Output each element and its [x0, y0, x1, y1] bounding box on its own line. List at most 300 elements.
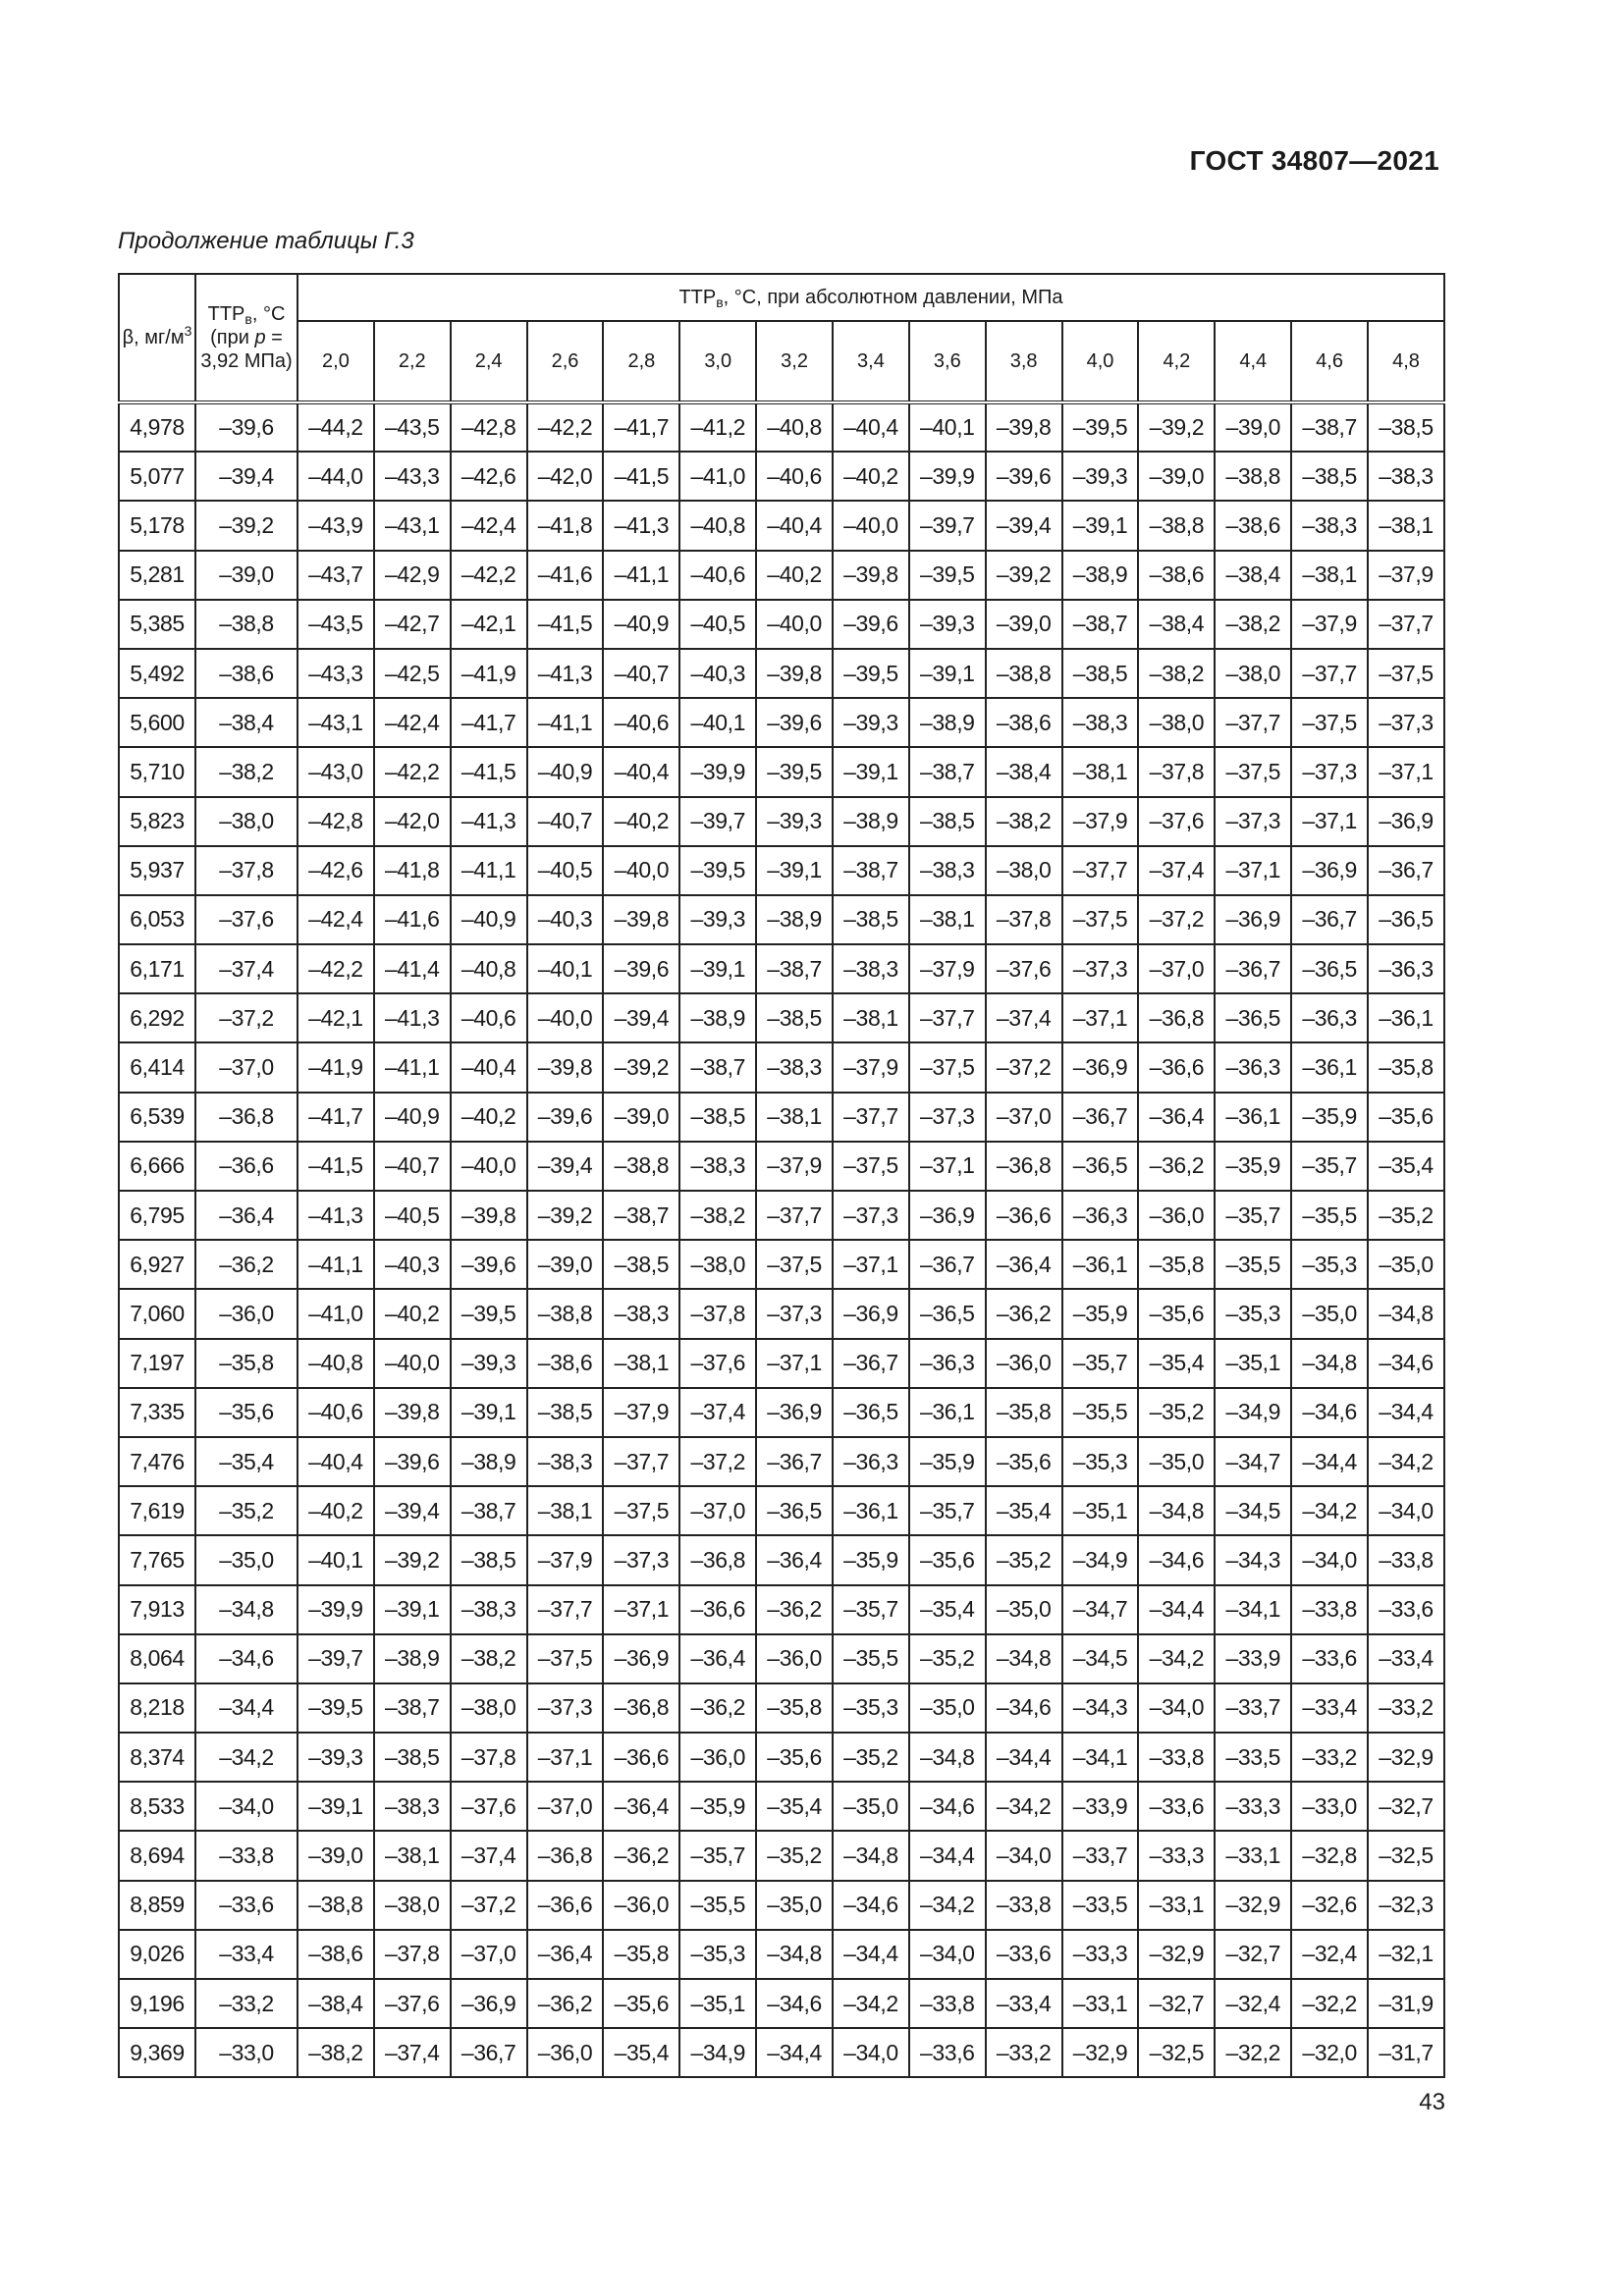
cell-value: –42,2	[298, 944, 374, 993]
cell-value: –37,7	[756, 1191, 833, 1240]
cell-value: –42,8	[451, 402, 527, 452]
cell-value: –37,2	[679, 1437, 756, 1486]
cell-beta: 5,710	[119, 747, 195, 796]
cell-value: –35,1	[1062, 1486, 1139, 1535]
table-row	[119, 1093, 1444, 1142]
cell-value: –33,1	[1138, 1881, 1215, 1930]
cell-ttp-392: –33,0	[195, 2028, 298, 2077]
cell-value: –36,1	[1215, 1093, 1291, 1142]
cell-value: –40,9	[374, 1093, 451, 1142]
cell-value: –36,4	[756, 1535, 833, 1584]
header-pressure: 4,2	[1138, 321, 1215, 402]
cell-value: –38,3	[1291, 501, 1368, 550]
table-row	[119, 1831, 1444, 1880]
cell-value: –36,8	[679, 1535, 756, 1584]
cell-value: –35,2	[756, 1831, 833, 1880]
cell-value: –40,2	[833, 452, 909, 501]
cell-value: –43,9	[298, 501, 374, 550]
header-pressure: 3,0	[679, 321, 756, 402]
cell-value: –34,6	[1368, 1339, 1444, 1388]
cell-value: –38,8	[1215, 452, 1291, 501]
cell-value: –38,5	[756, 993, 833, 1042]
cell-ttp-392: –33,4	[195, 1930, 298, 1979]
header-pressure: 3,2	[756, 321, 833, 402]
table-row	[119, 1388, 1444, 1437]
cell-value: –36,9	[909, 1191, 986, 1240]
cell-value: –39,0	[527, 1240, 604, 1289]
cell-value: –33,8	[1368, 1535, 1444, 1584]
cell-value: –40,0	[833, 501, 909, 550]
cell-value: –36,6	[527, 1881, 604, 1930]
header-pressure: 2,6	[527, 321, 604, 402]
cell-value: –38,3	[527, 1437, 604, 1486]
table-row	[119, 895, 1444, 944]
cell-value: –38,1	[756, 1093, 833, 1142]
cell-value: –36,9	[1062, 1042, 1139, 1092]
cell-value: –39,1	[298, 1782, 374, 1831]
cell-value: –37,3	[1368, 698, 1444, 747]
cell-beta: 6,927	[119, 1240, 195, 1289]
cell-value: –32,6	[1291, 1881, 1368, 1930]
cell-value: –37,0	[527, 1782, 604, 1831]
cell-beta: 7,913	[119, 1585, 195, 1634]
cell-beta: 5,823	[119, 797, 195, 846]
cell-value: –35,5	[1291, 1191, 1368, 1240]
table-row	[119, 1881, 1444, 1930]
cell-value: –38,7	[833, 846, 909, 895]
cell-value: –32,5	[1368, 1831, 1444, 1880]
cell-value: –36,0	[679, 1733, 756, 1782]
cell-value: –35,9	[1291, 1093, 1368, 1142]
cell-value: –37,0	[679, 1486, 756, 1535]
header-pressure: 4,0	[1062, 321, 1139, 402]
cell-value: –38,0	[451, 1683, 527, 1733]
cell-value: –38,0	[1138, 698, 1215, 747]
cell-ttp-392: –33,8	[195, 1831, 298, 1880]
cell-value: –37,4	[451, 1831, 527, 1880]
cell-value: –37,7	[833, 1093, 909, 1142]
cell-value: –36,9	[1368, 797, 1444, 846]
cell-beta: 7,476	[119, 1437, 195, 1486]
cell-value: –41,6	[374, 895, 451, 944]
cell-value: –38,3	[603, 1289, 679, 1338]
cell-value: –35,6	[909, 1535, 986, 1584]
cell-value: –39,4	[603, 993, 679, 1042]
table-row	[119, 1683, 1444, 1733]
cell-value: –33,2	[986, 2028, 1062, 2077]
table-row	[119, 1782, 1444, 1831]
cell-value: –36,7	[1215, 944, 1291, 993]
cell-value: –35,5	[1215, 1240, 1291, 1289]
cell-value: –37,4	[986, 993, 1062, 1042]
cell-value: –35,8	[986, 1388, 1062, 1437]
cell-value: –33,2	[1368, 1683, 1444, 1733]
cell-value: –38,5	[679, 1093, 756, 1142]
cell-value: –39,1	[679, 944, 756, 993]
cell-value: –37,2	[986, 1042, 1062, 1092]
table-row	[119, 1240, 1444, 1289]
cell-value: –33,8	[1291, 1585, 1368, 1634]
cell-value: –39,1	[1062, 501, 1139, 550]
cell-value: –39,0	[1138, 452, 1215, 501]
cell-value: –39,5	[679, 846, 756, 895]
cell-value: –35,7	[1291, 1142, 1368, 1191]
cell-value: –41,3	[603, 501, 679, 550]
cell-value: –41,8	[374, 846, 451, 895]
cell-value: –38,6	[986, 698, 1062, 747]
cell-value: –37,8	[986, 895, 1062, 944]
cell-value: –36,4	[679, 1634, 756, 1683]
cell-value: –44,0	[298, 452, 374, 501]
header-pressure: 2,8	[603, 321, 679, 402]
cell-value: –38,2	[679, 1191, 756, 1240]
cell-value: –38,3	[909, 846, 986, 895]
cell-value: –37,6	[986, 944, 1062, 993]
cell-value: –40,7	[374, 1142, 451, 1191]
cell-value: –42,8	[298, 797, 374, 846]
cell-beta: 7,765	[119, 1535, 195, 1584]
table-row	[119, 1191, 1444, 1240]
cell-value: –33,2	[1291, 1733, 1368, 1782]
cell-value: –32,1	[1368, 1930, 1444, 1979]
cell-value: –42,7	[374, 600, 451, 649]
cell-value: –33,1	[1062, 1979, 1139, 2028]
cell-value: –41,3	[374, 993, 451, 1042]
cell-value: –38,7	[1062, 600, 1139, 649]
cell-value: –35,1	[1215, 1339, 1291, 1388]
cell-value: –37,3	[603, 1535, 679, 1584]
cell-value: –37,1	[603, 1585, 679, 1634]
cell-value: –40,0	[374, 1339, 451, 1388]
cell-value: –36,6	[679, 1585, 756, 1634]
cell-value: –35,0	[756, 1881, 833, 1930]
cell-value: –34,2	[986, 1782, 1062, 1831]
cell-value: –36,7	[833, 1339, 909, 1388]
cell-value: –34,4	[1368, 1388, 1444, 1437]
cell-value: –39,4	[527, 1142, 604, 1191]
cell-value: –39,7	[298, 1634, 374, 1683]
cell-value: –35,6	[603, 1979, 679, 2028]
table-row	[119, 452, 1444, 501]
cell-value: –34,2	[1138, 1634, 1215, 1683]
cell-value: –37,4	[679, 1388, 756, 1437]
cell-value: –38,1	[1368, 501, 1444, 550]
cell-value: –39,5	[756, 747, 833, 796]
cell-value: –35,9	[1215, 1142, 1291, 1191]
cell-ttp-392: –38,0	[195, 797, 298, 846]
cell-value: –38,9	[756, 895, 833, 944]
cell-value: –37,3	[527, 1683, 604, 1733]
cell-value: –39,3	[833, 698, 909, 747]
cell-value: –40,0	[527, 993, 604, 1042]
cell-beta: 6,292	[119, 993, 195, 1042]
cell-value: –35,6	[986, 1437, 1062, 1486]
cell-value: –37,1	[909, 1142, 986, 1191]
cell-value: –38,0	[1215, 649, 1291, 698]
cell-value: –32,5	[1138, 2028, 1215, 2077]
cell-value: –40,1	[679, 698, 756, 747]
cell-value: –36,3	[909, 1339, 986, 1388]
cell-value: –37,7	[527, 1585, 604, 1634]
cell-value: –34,6	[833, 1881, 909, 1930]
cell-ttp-392: –38,6	[195, 649, 298, 698]
cell-value: –38,7	[909, 747, 986, 796]
cell-ttp-392: –36,2	[195, 1240, 298, 1289]
cell-value: –34,4	[1138, 1585, 1215, 1634]
cell-beta: 4,978	[119, 402, 195, 452]
cell-value: –38,8	[1138, 501, 1215, 550]
cell-value: –37,1	[756, 1339, 833, 1388]
cell-value: –36,5	[1062, 1142, 1139, 1191]
cell-value: –37,2	[1138, 895, 1215, 944]
table-row	[119, 1634, 1444, 1683]
cell-value: –38,4	[298, 1979, 374, 2028]
cell-value: –40,4	[451, 1042, 527, 1092]
cell-value: –40,0	[603, 846, 679, 895]
cell-value: –36,9	[1291, 846, 1368, 895]
cell-value: –39,1	[374, 1585, 451, 1634]
cell-value: –40,2	[451, 1093, 527, 1142]
cell-value: –38,4	[1215, 551, 1291, 600]
cell-value: –39,1	[756, 846, 833, 895]
cell-value: –34,6	[756, 1979, 833, 2028]
cell-value: –39,0	[603, 1093, 679, 1142]
cell-value: –42,1	[451, 600, 527, 649]
cell-ttp-392: –35,6	[195, 1388, 298, 1437]
cell-value: –37,1	[1062, 993, 1139, 1042]
cell-value: –39,6	[756, 698, 833, 747]
cell-value: –35,5	[1062, 1388, 1139, 1437]
cell-value: –40,9	[527, 747, 604, 796]
cell-value: –37,9	[1062, 797, 1139, 846]
cell-ttp-392: –33,6	[195, 1881, 298, 1930]
cell-value: –37,5	[1291, 698, 1368, 747]
cell-value: –36,3	[1062, 1191, 1139, 1240]
table-row	[119, 846, 1444, 895]
cell-ttp-392: –37,4	[195, 944, 298, 993]
cell-value: –39,2	[986, 551, 1062, 600]
cell-value: –38,0	[679, 1240, 756, 1289]
cell-value: –39,1	[833, 747, 909, 796]
cell-value: –43,5	[374, 402, 451, 452]
cell-value: –38,7	[1291, 402, 1368, 452]
cell-value: –37,3	[833, 1191, 909, 1240]
cell-value: –34,4	[1291, 1437, 1368, 1486]
cell-value: –32,9	[1138, 1930, 1215, 1979]
cell-value: –39,2	[527, 1191, 604, 1240]
cell-value: –38,1	[374, 1831, 451, 1880]
cell-value: –38,1	[527, 1486, 604, 1535]
cell-beta: 8,374	[119, 1733, 195, 1782]
cell-value: –37,9	[833, 1042, 909, 1092]
cell-value: –40,1	[909, 402, 986, 452]
cell-value: –39,9	[298, 1585, 374, 1634]
cell-value: –33,7	[1062, 1831, 1139, 1880]
cell-value: –40,2	[374, 1289, 451, 1338]
cell-value: –38,6	[527, 1339, 604, 1388]
cell-value: –39,8	[527, 1042, 604, 1092]
cell-value: –33,8	[986, 1881, 1062, 1930]
table-row	[119, 1042, 1444, 1092]
cell-value: –34,2	[1368, 1437, 1444, 1486]
cell-value: –34,8	[1291, 1339, 1368, 1388]
cell-value: –37,3	[756, 1289, 833, 1338]
cell-value: –33,5	[1062, 1881, 1139, 1930]
cell-value: –38,2	[1138, 649, 1215, 698]
cell-value: –35,4	[756, 1782, 833, 1831]
cell-ttp-392: –39,2	[195, 501, 298, 550]
cell-ttp-392: –34,0	[195, 1782, 298, 1831]
cell-value: –38,3	[756, 1042, 833, 1092]
cell-beta: 8,533	[119, 1782, 195, 1831]
cell-value: –35,5	[833, 1634, 909, 1683]
cell-value: –36,1	[909, 1388, 986, 1437]
cell-value: –33,5	[1215, 1733, 1291, 1782]
cell-ttp-392: –36,4	[195, 1191, 298, 1240]
cell-value: –36,1	[1368, 993, 1444, 1042]
cell-value: –35,3	[833, 1683, 909, 1733]
cell-value: –32,9	[1062, 2028, 1139, 2077]
cell-value: –38,5	[1291, 452, 1368, 501]
cell-value: –43,3	[374, 452, 451, 501]
page-number: 43	[1419, 2089, 1445, 2115]
cell-value: –39,8	[603, 895, 679, 944]
cell-value: –41,2	[679, 402, 756, 452]
table-row	[119, 600, 1444, 649]
cell-value: –39,9	[909, 452, 986, 501]
cell-value: –37,1	[1368, 747, 1444, 796]
cell-value: –36,8	[603, 1683, 679, 1733]
cell-value: –37,1	[527, 1733, 604, 1782]
cell-value: –40,7	[603, 649, 679, 698]
table-row	[119, 993, 1444, 1042]
cell-value: –37,2	[451, 1881, 527, 1930]
cell-value: –32,8	[1291, 1831, 1368, 1880]
cell-ttp-392: –36,8	[195, 1093, 298, 1142]
cell-value: –35,5	[679, 1881, 756, 1930]
cell-value: –39,5	[298, 1683, 374, 1733]
cell-value: –40,5	[527, 846, 604, 895]
cell-ttp-392: –36,0	[195, 1289, 298, 1338]
table-row	[119, 1733, 1444, 1782]
cell-beta: 7,197	[119, 1339, 195, 1388]
cell-value: –38,3	[374, 1782, 451, 1831]
cell-value: –38,1	[1291, 551, 1368, 600]
cell-value: –35,0	[1368, 1240, 1444, 1289]
cell-value: –39,6	[374, 1437, 451, 1486]
cell-value: –34,8	[909, 1733, 986, 1782]
cell-value: –41,3	[298, 1191, 374, 1240]
cell-value: –35,0	[1291, 1289, 1368, 1338]
cell-value: –36,6	[603, 1733, 679, 1782]
cell-value: –39,5	[909, 551, 986, 600]
cell-value: –35,3	[1291, 1240, 1368, 1289]
cell-value: –32,2	[1291, 1979, 1368, 2028]
cell-value: –40,7	[527, 797, 604, 846]
cell-value: –34,0	[1291, 1535, 1368, 1584]
cell-value: –36,3	[1291, 993, 1368, 1042]
cell-value: –36,0	[1138, 1191, 1215, 1240]
cell-value: –37,9	[1368, 551, 1444, 600]
cell-value: –38,5	[451, 1535, 527, 1584]
cell-value: –35,0	[986, 1585, 1062, 1634]
cell-value: –40,2	[298, 1486, 374, 1535]
table-row	[119, 698, 1444, 747]
cell-value: –33,6	[986, 1930, 1062, 1979]
header-pressure-group: $ТТР_в$, °С, при абсолютном давлении, МПа	[298, 274, 1444, 321]
cell-value: –37,7	[1062, 846, 1139, 895]
cell-value: –33,8	[909, 1979, 986, 2028]
table-row	[119, 2028, 1444, 2077]
cell-ttp-392: –36,6	[195, 1142, 298, 1191]
header-pressure: 4,6	[1291, 321, 1368, 402]
cell-value: –39,3	[298, 1733, 374, 1782]
cell-value: –35,4	[603, 2028, 679, 2077]
cell-ttp-392: –35,8	[195, 1339, 298, 1388]
cell-beta: 5,937	[119, 846, 195, 895]
cell-value: –36,0	[603, 1881, 679, 1930]
cell-value: –37,3	[1215, 797, 1291, 846]
header-pressure: 3,6	[909, 321, 986, 402]
cell-value: –33,6	[1138, 1782, 1215, 1831]
cell-value: –39,7	[909, 501, 986, 550]
document-code: ГОСТ 34807—2021	[1189, 145, 1439, 176]
cell-value: –36,4	[1138, 1093, 1215, 1142]
cell-value: –35,2	[1138, 1388, 1215, 1437]
cell-beta: 5,281	[119, 551, 195, 600]
cell-value: –34,7	[1062, 1585, 1139, 1634]
cell-value: –36,5	[1215, 993, 1291, 1042]
cell-value: –36,3	[1215, 1042, 1291, 1092]
cell-value: –36,2	[527, 1979, 604, 2028]
cell-value: –40,4	[603, 747, 679, 796]
cell-value: –37,5	[756, 1240, 833, 1289]
cell-value: –37,9	[756, 1142, 833, 1191]
cell-beta: 6,666	[119, 1142, 195, 1191]
cell-value: –38,1	[833, 993, 909, 1042]
cell-value: –33,9	[1215, 1634, 1291, 1683]
cell-beta: 6,795	[119, 1191, 195, 1240]
cell-value: –35,4	[1138, 1339, 1215, 1388]
cell-value: –40,3	[527, 895, 604, 944]
cell-value: –39,6	[833, 600, 909, 649]
cell-value: –37,9	[1291, 600, 1368, 649]
cell-value: –35,4	[1368, 1142, 1444, 1191]
table-row	[119, 501, 1444, 550]
table-row	[119, 1486, 1444, 1535]
cell-value: –36,1	[833, 1486, 909, 1535]
cell-value: –37,0	[1138, 944, 1215, 993]
cell-value: –39,0	[298, 1831, 374, 1880]
cell-value: –32,9	[1215, 1881, 1291, 1930]
cell-beta: 7,335	[119, 1388, 195, 1437]
cell-value: –42,0	[374, 797, 451, 846]
table-row	[119, 1979, 1444, 2028]
cell-value: –36,4	[603, 1782, 679, 1831]
cell-value: –39,5	[451, 1289, 527, 1338]
cell-value: –36,2	[756, 1585, 833, 1634]
table-row	[119, 1142, 1444, 1191]
cell-value: –35,9	[679, 1782, 756, 1831]
cell-value: –34,0	[1138, 1683, 1215, 1733]
cell-value: –39,5	[833, 649, 909, 698]
cell-value: –36,9	[833, 1289, 909, 1338]
table-row	[119, 797, 1444, 846]
cell-value: –37,7	[603, 1437, 679, 1486]
cell-value: –39,2	[603, 1042, 679, 1092]
cell-value: –40,4	[756, 501, 833, 550]
cell-value: –37,7	[1215, 698, 1291, 747]
